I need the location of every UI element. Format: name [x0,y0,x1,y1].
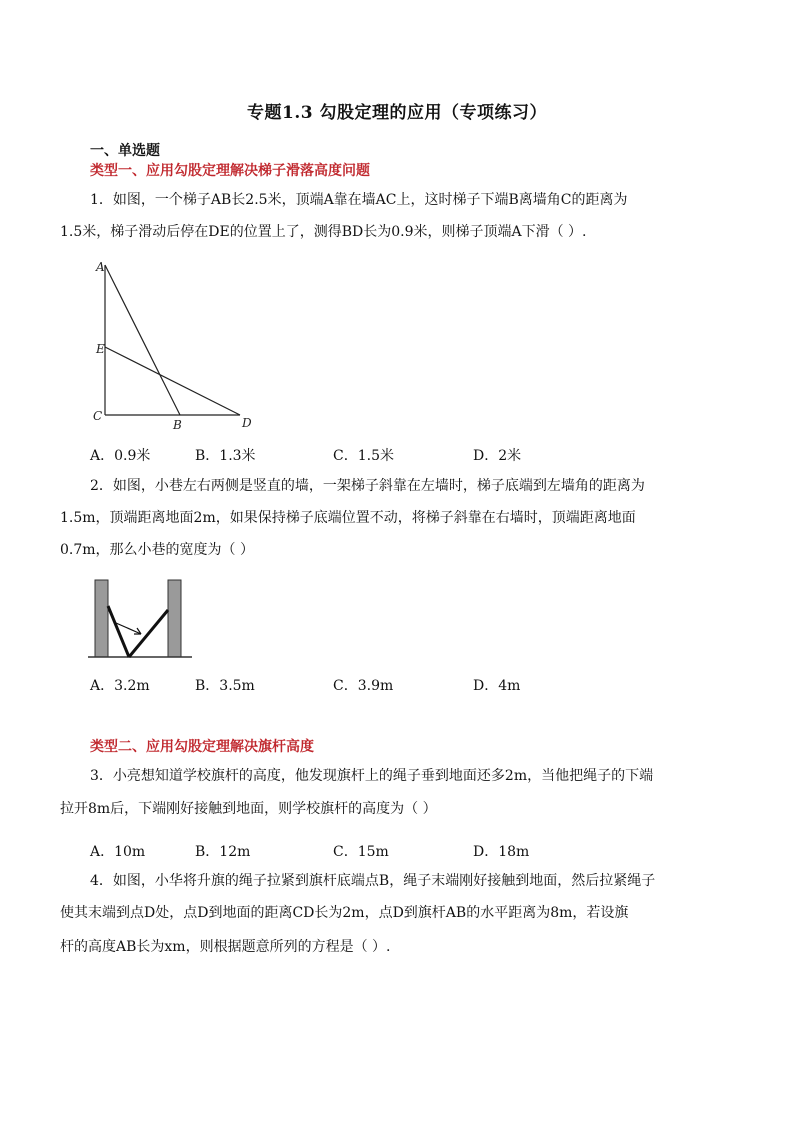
question-2-line-1: 2．如图，小巷左右两侧是竖直的墙，一架梯子斜靠在左墙时，梯子底端到左墙角的距离为 [90,478,645,494]
question-4-line-1: 4．如图，小华将升旗的绳子拉紧到旗杆底端点B，绳子末端刚好接触到地面，然后拉紧绳子 [90,873,656,889]
ladder-ed [105,347,240,415]
question-3-option-b[interactable]: B．12m [195,844,251,860]
question-1-option-c[interactable]: C．1.5米 [333,448,394,464]
question-3-option-a[interactable]: A．10m [90,844,146,860]
page-title: 专题1.3 勾股定理的应用（专项练习） [247,103,547,123]
left-wall [95,580,108,657]
question-1-option-d[interactable]: D．2米 [473,448,522,464]
point-a-label: A [96,260,105,274]
ladder-left-position [108,606,129,657]
question-4-line-3: 杆的高度AB长为xm，则根据题意所列的方程是（ ）. [60,939,391,955]
section-heading-single-choice: 一、单选题 [90,143,160,159]
type-heading-1: 类型一、应用勾股定理解决梯子滑落高度问题 [90,163,370,179]
question-2-line-2: 1.5m，顶端距离地面2m，如果保持梯子底端位置不动，将梯子斜靠在右墙时，顶端距离地面 [60,510,636,526]
question-1-option-a[interactable]: A．0.9米 [90,448,151,464]
question-2-option-b[interactable]: B．3.5m [195,678,255,694]
question-2-option-d[interactable]: D．4m [473,678,521,694]
point-d-label: D [242,416,252,430]
question-1-line-2: 1.5米，梯子滑动后停在DE的位置上了，测得BD长为0.9米，则梯子顶端A下滑（ ）. [60,224,587,240]
question-1-line-1: 1．如图，一个梯子AB长2.5米，顶端A靠在墙AC上，这时梯子下端B离墙角C的距离为 [90,192,628,208]
question-3-option-c[interactable]: C．15m [333,844,389,860]
question-4-line-2: 使其末端到点D处，点D到地面的距离CD长为2m，点D到旗杆AB的水平距离为8m，若设旗 [60,905,629,921]
question-1-option-b[interactable]: B．1.3米 [195,448,256,464]
ladder-triangle-figure [90,255,270,435]
right-wall [168,580,181,657]
question-3-line-2: 拉开8m后，下端刚好接触到地面，则学校旗杆的高度为（ ） [60,801,437,817]
point-b-label: B [173,418,182,432]
question-2-option-c[interactable]: C．3.9m [333,678,394,694]
alley-ladder-figure [88,576,198,666]
question-3-line-1: 3．小亮想知道学校旗杆的高度，他发现旗杆上的绳子垂到地面还多2m，当他把绳子的下端 [90,768,654,784]
point-c-label: C [93,409,103,423]
question-3-option-d[interactable]: D．18m [473,844,530,860]
type-heading-2: 类型二、应用勾股定理解决旗杆高度 [90,739,314,755]
question-2-option-a[interactable]: A．3.2m [90,678,150,694]
ladder-ab [105,265,180,415]
question-2-line-3: 0.7m，那么小巷的宽度为（ ） [60,542,254,558]
point-e-label: E [96,342,105,356]
